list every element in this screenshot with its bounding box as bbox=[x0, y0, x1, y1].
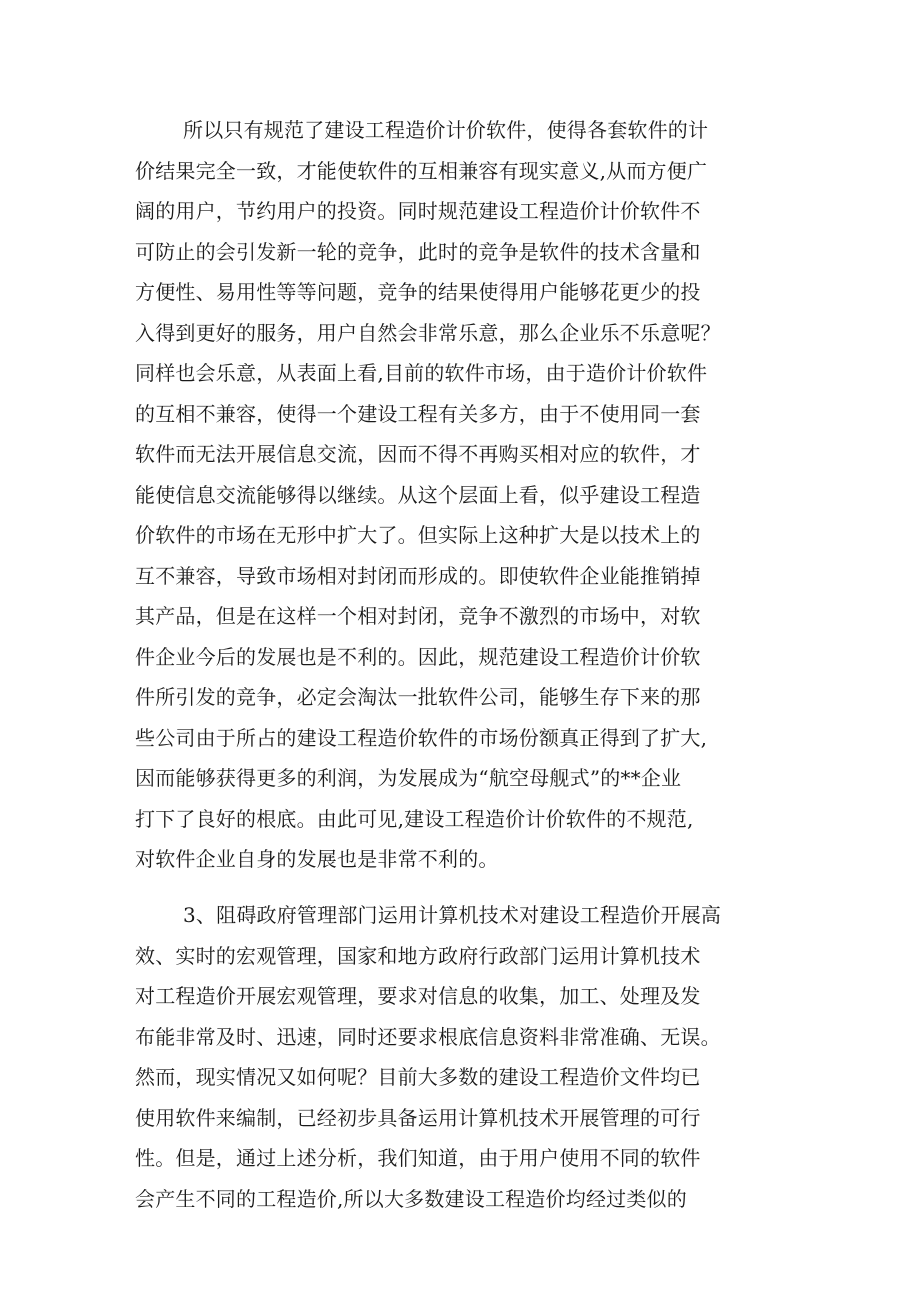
paragraph-1-line-18: 打下了良好的根底。由此可见,建设工程造价计价软件的不规范, bbox=[135, 806, 694, 831]
paragraph-1-line-16: 些公司由于所占的建设工程造价软件的市场份额真正得到了扩大, bbox=[135, 725, 708, 750]
paragraph-2 bbox=[135, 895, 795, 1219]
paragraph-2-line-6: 使用软件来编制，已经初步具备运用计算机技术开展管理的可行 bbox=[135, 1105, 701, 1130]
paragraph-1-line-4: 可防止的会引发新一轮的竞争，此时的竞争是软件的技术含量和 bbox=[135, 239, 701, 264]
paragraph-1-line-7: 同样也会乐意，从表面上看,目前的软件市场，由于造价计价软件 bbox=[135, 361, 708, 385]
paragraph-2-line-4: 布能非常及时、迅速，同时还要求根底信息资料非常准确、无误。 bbox=[135, 1024, 721, 1049]
paragraph-1-line-5: 方便性、易用性等等问题，竞争的结果使得用户能够花更少的投 bbox=[135, 280, 701, 304]
paragraph-1-line-11: 价软件的市场在无形中扩大了。但实际上这种扩大是以技术上的 bbox=[135, 523, 701, 547]
paragraph-2-line-5: 然而，现实情况又如何呢？目前大多数的建设工程造价文件均已 bbox=[135, 1065, 701, 1089]
paragraph-1-line-15: 件所引发的竞争，必定会淘汰一批软件公司，能够生存下来的那 bbox=[135, 685, 701, 709]
paragraph-1-line-17: 因而能够获得更多的利润，为发展成为“航空母舰式”的**企业 bbox=[135, 766, 682, 790]
paragraph-2-line-7: 性。但是，通过上述分析，我们知道，由于用户使用不同的软件 bbox=[135, 1146, 701, 1170]
paragraph-1-line-6: 入得到更好的服务，用户自然会非常乐意，那么企业乐不乐意呢？ bbox=[135, 320, 721, 345]
paragraph-1-line-12: 互不兼容，导致市场相对封闭而形成的。即使软件企业能推销掉 bbox=[135, 563, 701, 588]
paragraph-2-line-8: 会产生不同的工程造价,所以大多数建设工程造价均经过类似的 bbox=[135, 1186, 687, 1211]
paragraph-1-line-8: 的互相不兼容，使得一个建设工程有关多方，由于不使用同一套 bbox=[135, 401, 701, 426]
paragraph-1-line-13: 其产品，但是在这样一个相对封闭，竞争不激烈的市场中，对软 bbox=[135, 604, 701, 628]
paragraph-2-line-3: 对工程造价开展宏观管理，要求对信息的收集，加工、处理及发 bbox=[135, 984, 701, 1008]
paragraph-2-line-2: 效、实时的宏观管理，国家和地方政府行政部门运用计算机技术 bbox=[135, 943, 701, 968]
paragraph-1-line-19: 对软件企业自身的发展也是非常不利的。 bbox=[135, 847, 499, 871]
paragraph-2-line-1: 3、阻碍政府管理部门运用计算机技术对建设工程造价开展高 bbox=[183, 903, 722, 927]
paragraph-1-line-3: 阔的用户，节约用户的投资。同时规范建设工程造价计价软件不 bbox=[135, 199, 701, 223]
paragraph-1-line-1: 所以只有规范了建设工程造价计价软件，使得各套软件的计 bbox=[183, 118, 709, 142]
paragraph-1-line-14: 件企业今后的发展也是不利的。因此，规范建设工程造价计价软 bbox=[135, 644, 701, 669]
paragraph-1-line-2: 价结果完全一致，才能使软件的互相兼容有现实意义,从而方便广 bbox=[135, 158, 708, 183]
paragraph-1-line-9: 软件而无法开展信息交流，因而不得不再购买相对应的软件，才 bbox=[135, 442, 701, 466]
paragraph-1-line-10: 能使信息交流能够得以继续。从这个层面上看，似乎建设工程造 bbox=[135, 482, 701, 507]
paragraph-1 bbox=[135, 110, 795, 880]
